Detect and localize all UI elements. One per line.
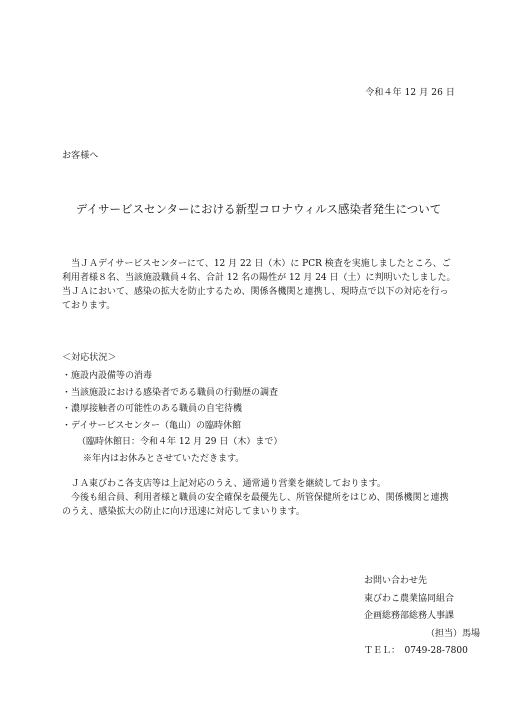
contact-heading: お問い合わせ先 (364, 576, 428, 586)
intro-line: 利用者様８名、当該施設職員４名、合計 12 名の陽性が 12 月 24 日（土）に判明いたしました。 (62, 273, 456, 283)
contact-department: 企画総務部総務人事課 (364, 611, 455, 621)
response-item: ・デイサービスセンター（亀山）の臨時休館 (62, 420, 242, 431)
contact-block (364, 573, 480, 661)
intro-line: 当ＪＡデイサービスセンターにて、12 月 22 日（木）に PCR 検査を実施しましたところ、ご (71, 259, 451, 269)
closing-line: 今後も組合員、利用者様と職員の安全確保を最優先し、所管保健所をはじめ、関係機関と連携 (71, 493, 449, 503)
new-year-note: ※年内はお休みとさせていただきます。 (83, 453, 245, 464)
response-item: ・当該施設における感染者である職員の行動歴の調査 (62, 387, 279, 398)
closing-paragraph (62, 477, 462, 519)
document-title: デイサービスセンターにおける新型コロナウィルス感染者発生について (75, 202, 442, 216)
response-item: ・濃厚接触者の可能性のある職員の自宅待機 (62, 404, 243, 414)
response-list (62, 368, 282, 467)
intro-line: 当ＪＡにおいて、感染の拡大を防止するため、関係各機関と連携し、現時点で以下の対応を行っ (62, 287, 449, 297)
contact-phone: ＴＥＬ： 0749-28-7800 (364, 646, 468, 656)
contact-organization: 東びわこ農業協同組合 (364, 593, 455, 604)
recipient-line: お客様へ (62, 151, 99, 161)
document-date: 令和４年 12 月 26 日 (365, 88, 455, 98)
closing-line: ＪＡ東びわこ各支店等は上記対応のうえ、通常通り営業を継続しております。 (71, 479, 386, 489)
contact-person: （担当）馬場 (425, 628, 480, 639)
intro-line: ております。 (62, 301, 116, 311)
closure-dates: （臨時休館日：令和４年 12 月 29 日（木）まで） (77, 437, 283, 447)
closing-line: のうえ、感染拡大の防止に向け迅速に対応してまいります。 (62, 507, 305, 517)
response-item: ・施設内設備等の消毒 (62, 371, 153, 381)
response-heading: ＜対応状況＞ (62, 353, 117, 363)
intro-paragraph (62, 257, 462, 313)
